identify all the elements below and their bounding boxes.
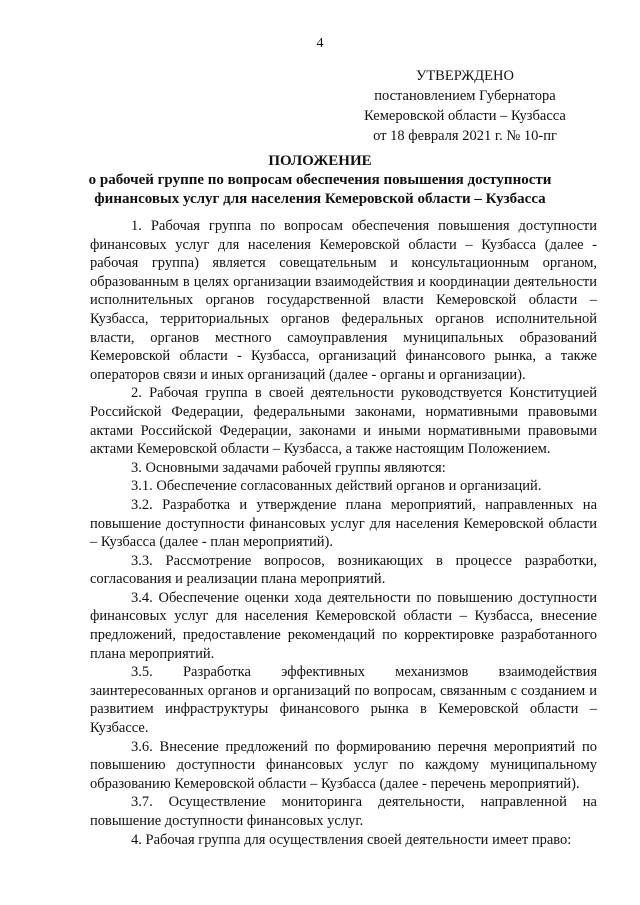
- paragraph-3-5: 3.5. Разработка эффективных механизмов взаимодействия заинтересованных органов и организаций по вопросам, связанным с созданием и развитием инфраструктуры финансового рынка в Кемеровской области – Кузбассе.: [90, 664, 597, 737]
- title-heading: ПОЛОЖЕНИЕ: [268, 153, 372, 169]
- paragraph-3-6: 3.6. Внесение предложений по формированию перечня мероприятий по повышению доступности финансовых услуг по каждому муниципальному образованию Кемеровской области – Кузбасса (далее - перечень мероприятий).: [90, 738, 597, 792]
- paragraph-4: 4. Рабочая группа для осуществления своей деятельности имеет право:: [131, 831, 572, 848]
- page-number: 4: [316, 36, 324, 51]
- paragraph-3-3: 3.3. Рассмотрение вопросов, возникающих в процессе разработки, согласования и реализации плана мероприятий.: [90, 552, 597, 588]
- paragraph-2: 2. Рабочая группа в своей деятельности руководствуется Конституцией Российской Федерации, федеральными законами, нормативными правовыми актами Российской Федерации, законами и иными нормативными правовыми актами Кемеровской области – Кузбасса, а также настоящим Положением.: [90, 385, 597, 458]
- paragraph-3-4: 3.4. Обеспечение оценки хода деятельности по повышению доступности финансовых услуг для населения Кемеровской области – Кузбасса, внесение предложений, предоставление рекомендаций по корректировке разработанного плана мероприятий.: [90, 589, 597, 662]
- paragraph-3-2: 3.2. Разработка и утверждение плана мероприятий, направленных на повышение доступности финансовых услуг для населения Кемеровской области – Кузбасса (далее - план мероприятий).: [90, 496, 597, 551]
- approval-line: постановлением Губернатора: [374, 88, 556, 104]
- paragraph-3: 3. Основными задачами рабочей группы являются:: [131, 459, 446, 476]
- paragraph-1: 1. Рабочая группа по вопросам обеспечения повышения доступности финансовых услуг для населения Кемеровской области – Кузбасса (далее - рабочая группа) является совещательным и консультационным органом, образованным в целях организации взаимодействия и координации деятельности исполнительных органов государственной власти Кемеровской области – Кузбасса, территориальных органов федеральных органов исполнительной власти, органов местного самоуправления муниципальных образований Кемеровской области - Кузбасса, организаций финансового рынка, а также операторов связи и иных организаций (далее - органы и организации).: [90, 218, 597, 383]
- approval-line: Кемеровской области – Кузбасса: [364, 108, 566, 124]
- paragraph-3-7: 3.7. Осуществление мониторинга деятельности, направленной на повышение доступности финансовых услуг.: [90, 794, 597, 829]
- document-body: [90, 217, 597, 849]
- approval-stamp: [330, 66, 600, 146]
- paragraph-3-1: 3.1. Обеспечение согласованных действий органов и организаций.: [131, 478, 542, 495]
- approval-line: УТВЕРЖДЕНО: [416, 68, 514, 84]
- approval-line: от 18 февраля 2021 г. № 10-пг: [373, 128, 557, 144]
- title-subtitle-line: о рабочей группе по вопросам обеспечения повышения доступности: [88, 172, 552, 188]
- document-title: [0, 152, 640, 209]
- title-subtitle-line: финансовых услуг для населения Кемеровской области – Кузбасса: [94, 191, 546, 207]
